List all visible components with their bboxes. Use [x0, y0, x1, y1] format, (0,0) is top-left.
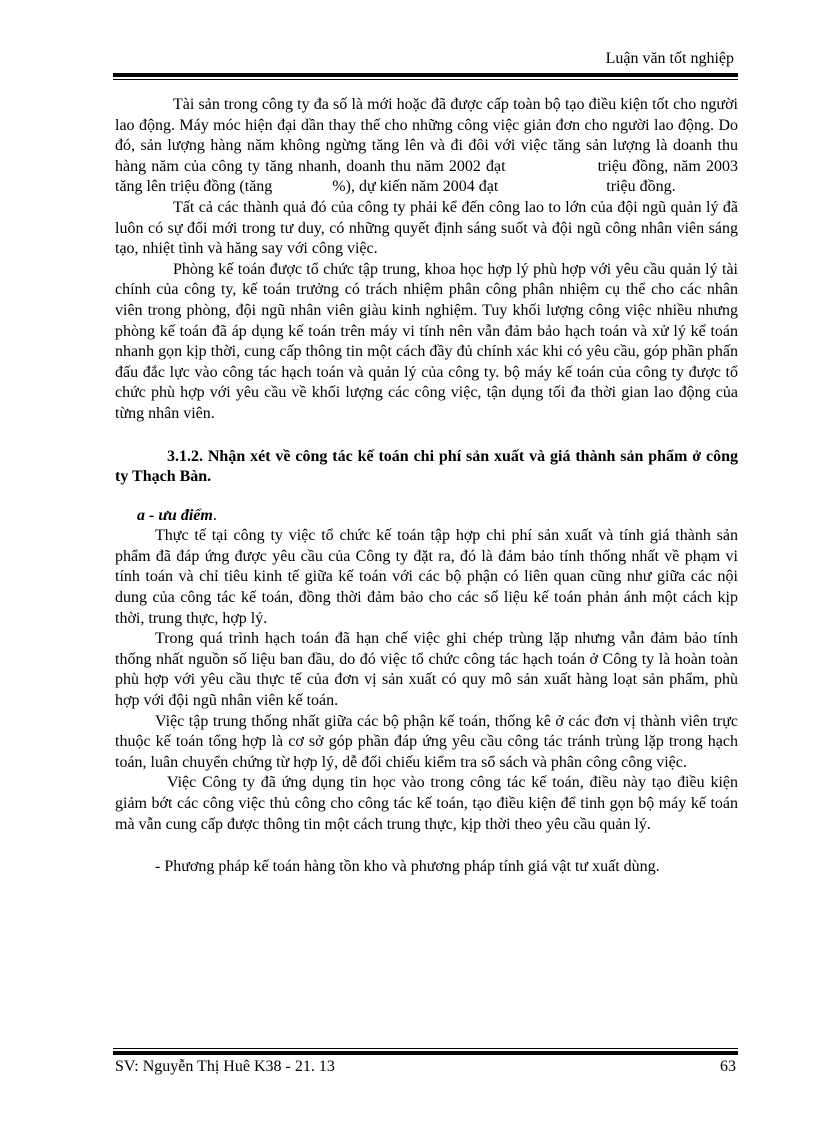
footer-author: SV: Nguyễn Thị Huê K38 - 21. 13 — [115, 1058, 335, 1075]
page-body — [115, 95, 738, 878]
subsection-heading — [115, 506, 738, 527]
paragraph-achievements: Tất cả các thành quả đó của công ty phải kể đến công lao to lớn của đội ngũ quản lý đã luôn có sự đổi mới trong tư duy, có những quyết định sáng suốt và đội ngũ công nhân viên sáng tạo, nhiệt tình và hăng say với công việc. — [115, 198, 738, 258]
section-heading: 3.1.2. Nhận xét về công tác kế toán chi phí sản xuất và giá thành sản phẩm ở công ty Thạch Bàn. — [115, 447, 738, 486]
subsection-heading-text: a - ưu điểm — [137, 506, 213, 524]
paragraph-revenue-part-b: triệu đồng, năm 2003 tăng lên triệu đồng (tăng — [115, 157, 738, 196]
page-number: 63 — [720, 1058, 736, 1075]
footer-rule-thin — [113, 1048, 738, 1049]
footer-rule — [113, 1048, 738, 1056]
paragraph-revenue — [115, 95, 738, 198]
paragraph-unification: Việc tập trung thống nhất giữa các bộ phận kế toán, thống kê ở các đơn vị thành viên trực thuộc kế toán tổng hợp là cơ sở góp phần đáp ứng yêu cầu công tác tránh trùng lặp trong hạch toán, luân chuyển chứng từ hợp lý, dễ đối chiếu kiểm tra sổ sách và phân công công việc. — [115, 712, 738, 771]
paragraph-accounting-dept: Phòng kế toán được tổ chức tập trung, khoa học hợp lý phù hợp với yêu cầu quản lý tài chính của công ty, kế toán trưởng có trách nhiệm phân công phân nhiệm cụ thể cho các nhân viên trong phòng, đội ngũ nhân viên giàu kinh nghiệm. Tuy khối lượng công việc nhiều nhưng phòng kế toán đã áp dụng kế toán trên máy vi tính nên vẫn đảm bảo hạch toán và xử lý kế toán nhanh gọn kịp thời, cung cấp thông tin một cách đầy đủ chính xác khi có yêu cầu, góp phần phấn đấu đắc lực vào công tác hạch toán và quản lý của công ty. bộ máy kế toán của công ty được tổ chức phù hợp với yêu cầu về khối lượng các công việc, tận dụng tối đa thời gian lao động của từng nhân viên. — [115, 260, 738, 422]
paragraph-advantages: Thực tế tại công ty việc tổ chức kế toán tập hợp chi phí sản xuất và tính giá thành sản phẩm đã đáp ứng được yêu cầu của Công ty đặt ra, đó là đảm bảo tính thống nhất về phạm vi tính toán và chỉ tiêu kinh tế giữa kế toán với các bộ phận có liên quan cũng như giữa các nội dung của công tác kế toán, đồng thời đảm bảo cho các số liệu kế toán phản ánh một cách kịp thời, trung thực, hợp lý. — [115, 527, 738, 627]
paragraph-revenue-part-c: %), dự kiến năm 2004 đạt — [332, 178, 499, 196]
footer-rule-thick — [113, 1051, 738, 1055]
paragraph-recording: Trong quá trình hạch toán đã hạn chế việc ghi chép trùng lặp nhưng vẫn đảm bảo tính thống nhất nguồn số liệu ban đầu, do đó việc tổ chức công tác hạch toán ở Công ty là hoàn toàn phù hợp với yêu cầu thực tế của đơn vị sản xuất có quy mô sản xuất hàng loạt sản phẩm, phù hợp với đội ngũ nhân viên kế toán. — [115, 630, 738, 710]
header-rule — [113, 73, 738, 82]
header-title: Luận văn tốt nghiệp — [605, 50, 734, 67]
paragraph-inventory-method: - Phương pháp kế toán hàng tồn kho và phương pháp tính giá vật tư xuất dùng. — [155, 858, 660, 876]
header-rule-thick — [113, 73, 738, 77]
paragraph-it-application: Việc Công ty đã ứng dụng tin học vào trong công tác kế toán, điều này tạo điều kiện giảm bớt các công việc thủ công cho công tác kế toán, tạo điều kiện để tinh gọn bộ máy kế toán mà vẫn cung cấp được thông tin một cách trung thực, kịp thời theo yêu cầu quản lý. — [115, 774, 738, 833]
header-rule-thin — [113, 79, 738, 80]
subsection-heading-dot: . — [212, 506, 217, 524]
paragraph-revenue-part-d: triệu đồng. — [606, 178, 676, 196]
paragraph-revenue-part-a: Tài sản trong công ty đa số là mới hoặc đã được cấp toàn bộ tạo điều kiện tốt cho người lao động. Máy móc hiện đại dần thay thế cho những công việc giản đơn cho người lao động. Do đó, sản lượng hàng năm không ngừng tăng lên và đi đôi với việc tăng sản lượng là doanh thu hàng năm của công ty tăng nhanh, doanh thu năm 2002 đạt — [115, 96, 738, 175]
